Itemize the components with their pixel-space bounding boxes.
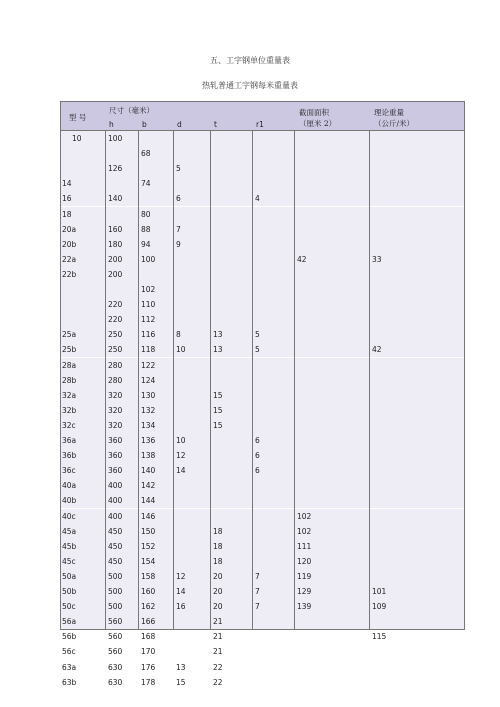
table-row [60, 312, 465, 327]
table-row [60, 433, 465, 448]
table-row [60, 463, 465, 478]
cell-d: 12 [176, 571, 186, 581]
table-row [60, 237, 465, 252]
cell-t: 18 [213, 541, 223, 551]
cell-b: 154 [141, 556, 156, 566]
cell-model: 63b [62, 677, 77, 687]
page-title: 五、工字钢单位重量表 [210, 56, 290, 65]
cell-h: 360 [108, 436, 123, 445]
cell-b: 152 [141, 541, 156, 551]
cell-h: 630 [108, 677, 123, 687]
cell-area: 42 [297, 254, 307, 264]
cell-model: 32a [62, 390, 77, 400]
cell-r1: 7 [255, 571, 260, 581]
cell-h: 160 [108, 224, 123, 234]
cell-h: 250 [108, 330, 123, 340]
cell-t: 20 [213, 587, 223, 596]
cell-h: 500 [108, 571, 123, 581]
cell-area: 139 [297, 602, 312, 612]
column-divider [252, 131, 253, 629]
cell-d: 12 [176, 451, 186, 461]
cell-t: 21 [213, 647, 223, 657]
table-row [60, 207, 465, 222]
cell-b: 136 [141, 436, 156, 445]
table-row [60, 660, 465, 675]
cell-b: 166 [141, 617, 156, 627]
cell-r1: 7 [255, 587, 260, 596]
cell-b: 158 [141, 571, 156, 581]
cell-h: 100 [108, 134, 123, 143]
cell-h: 200 [108, 269, 123, 279]
table-row [60, 629, 465, 644]
cell-h: 220 [108, 300, 123, 310]
cell-h: 360 [108, 466, 123, 476]
cell-h: 400 [108, 481, 123, 491]
cell-b: 140 [141, 466, 156, 476]
header-r1: r1 [256, 120, 264, 129]
column-divider [173, 131, 174, 629]
table-row [60, 146, 465, 161]
cell-d: 9 [176, 239, 181, 249]
cell-model: 40a [62, 481, 77, 491]
cell-h: 280 [108, 375, 123, 385]
table-left-border [60, 131, 61, 629]
cell-b: 146 [141, 511, 156, 521]
cell-b: 132 [141, 405, 156, 415]
cell-t: 18 [213, 556, 223, 566]
cell-d: 10 [176, 436, 186, 445]
cell-b: 178 [141, 677, 156, 687]
table-row [60, 614, 465, 629]
cell-model: 20a [62, 224, 77, 234]
cell-b: 94 [141, 239, 151, 249]
table-row [60, 252, 465, 267]
cell-b: 68 [141, 149, 151, 159]
cell-model: 50a [62, 571, 77, 581]
cell-model: 63a [62, 662, 77, 672]
cell-h: 126 [108, 164, 123, 174]
cell-model: 50c [62, 602, 76, 612]
column-divider [210, 131, 211, 629]
cell-h: 560 [108, 647, 123, 657]
cell-t: 20 [213, 571, 223, 581]
cell-t: 22 [213, 662, 223, 672]
cell-b: 144 [141, 496, 156, 506]
cell-d: 14 [176, 466, 186, 476]
table-row [60, 539, 465, 554]
cell-area: 129 [297, 587, 312, 596]
table-row [60, 675, 465, 690]
cell-t: 15 [213, 405, 223, 415]
cell-b: 160 [141, 587, 156, 596]
table-body [60, 131, 465, 690]
cell-d: 6 [176, 194, 181, 204]
column-divider [105, 131, 106, 629]
header-t: t [214, 120, 217, 129]
cell-model: 14 [62, 179, 72, 189]
cell-h: 360 [108, 451, 123, 461]
cell-h: 450 [108, 526, 123, 536]
table-row [60, 493, 465, 508]
cell-model: 36c [62, 466, 76, 476]
cell-h: 250 [108, 345, 123, 355]
table-row [60, 267, 465, 282]
cell-d: 8 [176, 330, 181, 340]
cell-b: 116 [141, 330, 156, 340]
header-area-line1: 截面面积 [299, 108, 329, 117]
cell-area: 102 [297, 511, 312, 521]
cell-b: 170 [141, 647, 156, 657]
cell-h: 560 [108, 617, 123, 627]
cell-b: 110 [141, 300, 156, 310]
column-divider [138, 131, 139, 629]
table-title: 热轧普通工字钢每米重量表 [202, 81, 298, 90]
cell-d: 16 [176, 602, 186, 612]
header-model: 型 号 [69, 113, 87, 122]
table-row [60, 191, 465, 206]
cell-model: 28b [62, 375, 77, 385]
cell-t: 22 [213, 677, 223, 687]
table-header [60, 101, 465, 131]
cell-b: 88 [141, 224, 151, 234]
table-row [60, 176, 465, 191]
cell-area: 111 [297, 541, 312, 551]
cell-weight: 101 [372, 587, 387, 596]
cell-b: 124 [141, 375, 156, 385]
cell-b: 162 [141, 602, 156, 612]
cell-h: 320 [108, 405, 123, 415]
cell-model: 16 [62, 194, 72, 204]
cell-model: 28a [62, 360, 77, 370]
cell-b: 118 [141, 345, 156, 355]
cell-model: 40b [62, 496, 77, 506]
cell-t: 18 [213, 526, 223, 536]
cell-d: 13 [176, 662, 186, 672]
cell-b: 168 [141, 632, 156, 642]
cell-model: 36b [62, 451, 77, 461]
cell-model: 25a [62, 330, 77, 340]
header-size: 尺寸（毫米） [109, 106, 154, 115]
cell-h: 320 [108, 420, 123, 430]
table-row [60, 448, 465, 463]
cell-h: 400 [108, 511, 123, 521]
cell-b: 130 [141, 390, 156, 400]
cell-model: 45a [62, 526, 77, 536]
cell-t: 13 [213, 345, 223, 355]
cell-r1: 6 [255, 451, 260, 461]
table-row [60, 161, 465, 176]
cell-model: 36a [62, 436, 77, 445]
cell-area: 120 [297, 556, 312, 566]
cell-h: 450 [108, 556, 123, 566]
cell-model: 50b [62, 587, 77, 596]
cell-r1: 5 [255, 330, 260, 340]
cell-h: 180 [108, 239, 123, 249]
table-row [60, 131, 465, 146]
table-row [60, 418, 465, 433]
cell-b: 150 [141, 526, 156, 536]
cell-b: 122 [141, 360, 156, 370]
table-row [60, 327, 465, 342]
cell-weight: 42 [372, 345, 382, 355]
cell-h: 560 [108, 632, 123, 642]
cell-weight: 33 [372, 254, 382, 264]
cell-b: 102 [141, 285, 156, 294]
table-row [60, 403, 465, 418]
cell-r1: 6 [255, 436, 260, 445]
header-weight-line2: （公斤/米） [374, 119, 415, 128]
cell-model: 32b [62, 405, 77, 415]
table-row [60, 342, 465, 357]
header-d: d [177, 120, 182, 129]
table-row [60, 358, 465, 373]
table-right-border [464, 131, 465, 629]
header-area-line2: （厘米 2） [299, 119, 337, 128]
cell-t: 20 [213, 602, 223, 612]
cell-model: 45c [62, 556, 76, 566]
cell-b: 138 [141, 451, 156, 461]
cell-r1: 4 [255, 194, 260, 204]
cell-h: 450 [108, 541, 123, 551]
table-row [60, 509, 465, 524]
cell-h: 280 [108, 360, 123, 370]
cell-b: 134 [141, 420, 156, 430]
cell-b: 80 [141, 209, 151, 219]
cell-h: 500 [108, 587, 123, 596]
cell-b: 142 [141, 481, 156, 491]
cell-d: 10 [176, 345, 186, 355]
cell-h: 200 [108, 254, 123, 264]
cell-model: 10 [72, 134, 82, 143]
cell-t: 21 [213, 632, 223, 642]
header-b: b [142, 120, 147, 129]
table-row [60, 599, 465, 614]
cell-h: 400 [108, 496, 123, 506]
table-row [60, 297, 465, 312]
cell-model: 18 [62, 209, 72, 219]
cell-r1: 6 [255, 466, 260, 476]
cell-h: 500 [108, 602, 123, 612]
cell-model: 25b [62, 345, 77, 355]
cell-h: 220 [108, 315, 123, 325]
cell-b: 112 [141, 315, 156, 325]
table-row [60, 222, 465, 237]
cell-r1: 7 [255, 602, 260, 612]
table-row [60, 644, 465, 659]
cell-d: 7 [176, 224, 181, 234]
cell-d: 15 [176, 677, 186, 687]
table-row [60, 373, 465, 388]
cell-d: 14 [176, 587, 186, 596]
cell-t: 21 [213, 617, 223, 627]
cell-area: 102 [297, 526, 312, 536]
column-divider [294, 131, 295, 629]
cell-weight: 115 [372, 632, 387, 642]
cell-model: 56b [62, 632, 77, 642]
cell-b: 74 [141, 179, 151, 189]
cell-model: 32c [62, 420, 76, 430]
table-row [60, 524, 465, 539]
cell-h: 320 [108, 390, 123, 400]
header-weight-line1: 理论重量 [374, 108, 404, 117]
column-divider [369, 131, 370, 629]
table-row [60, 554, 465, 569]
cell-t: 13 [213, 330, 223, 340]
cell-model: 45b [62, 541, 77, 551]
cell-h: 630 [108, 662, 123, 672]
cell-model: 56a [62, 617, 77, 627]
cell-b: 100 [141, 254, 156, 264]
header-h: h [109, 120, 114, 129]
cell-t: 15 [213, 390, 223, 400]
cell-r1: 5 [255, 345, 260, 355]
table-row [60, 584, 465, 599]
cell-model: 22a [62, 254, 77, 264]
cell-weight: 109 [372, 602, 387, 612]
cell-model: 20b [62, 239, 77, 249]
cell-area: 119 [297, 571, 312, 581]
cell-model: 56c [62, 647, 76, 657]
cell-b: 176 [141, 662, 156, 672]
table-row [60, 569, 465, 584]
cell-t: 15 [213, 420, 223, 430]
cell-model: 22b [62, 269, 77, 279]
table-row [60, 478, 465, 493]
cell-d: 5 [176, 164, 181, 174]
table-row [60, 282, 465, 297]
table-row [60, 388, 465, 403]
cell-model: 40c [62, 511, 76, 521]
cell-h: 140 [108, 194, 123, 204]
